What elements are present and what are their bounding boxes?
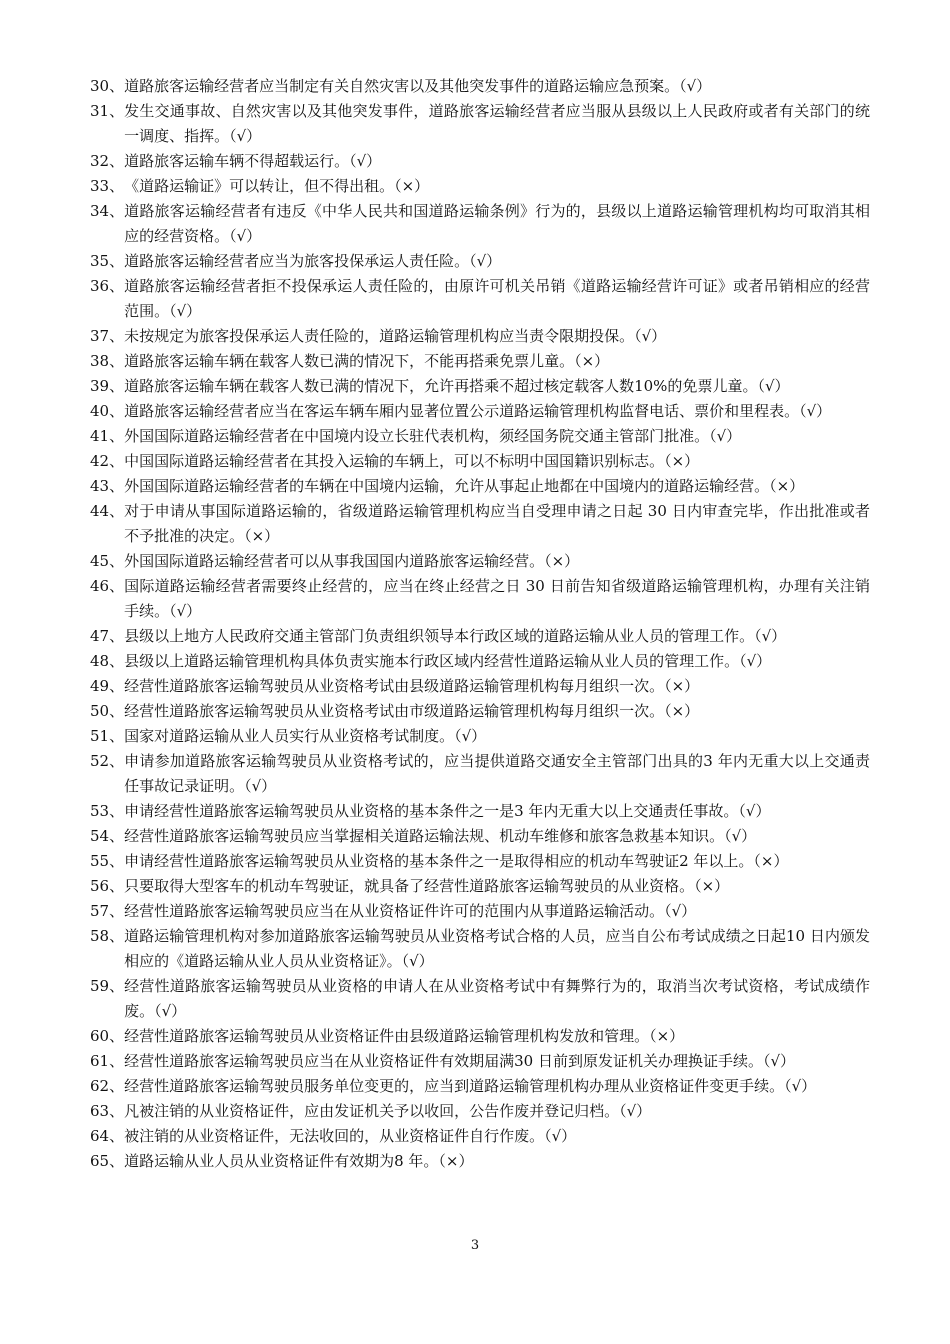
item-number: 65、 <box>90 1152 125 1170</box>
item-text: 中国国际道路运输经营者在其投入运输的车辆上，可以不标明中国国籍识别标志。（×） <box>124 452 700 470</box>
item-text: 经营性道路旅客运输驾驶员从业资格证件由县级道路运输管理机构发放和管理。（×） <box>124 1027 685 1045</box>
item-text: 道路旅客运输经营者拒不投保承运人责任险的，由原许可机关吊销《道路运输经营许可证》或者吊销相应的经营范围。（√） <box>124 277 870 320</box>
item-number: 47、 <box>90 627 125 645</box>
item-number: 40、 <box>90 402 125 420</box>
item-text: 只要取得大型客车的机动车驾驶证，就具备了经营性道路旅客运输驾驶员的从业资格。（×） <box>124 877 730 895</box>
item-number: 63、 <box>90 1102 125 1120</box>
item-number: 61、 <box>90 1052 125 1070</box>
item-text: 申请参加道路旅客运输驾驶员从业资格考试的，应当提供道路交通安全主管部门出具的3 年内无重大以上交通责任事故记录证明。（√） <box>124 752 870 795</box>
item-text: 外国国际道路运输经营者的车辆在中国境内运输，允许从事起止地都在中国境内的道路运输经营。（×） <box>124 477 805 495</box>
item-number: 48、 <box>90 652 125 670</box>
item-number: 58、 <box>90 927 125 945</box>
list-item <box>90 624 870 649</box>
item-number: 32、 <box>90 152 125 170</box>
item-text: 县级以上道路运输管理机构具体负责实施本行政区域内经营性道路运输从业人员的管理工作。（√） <box>124 652 772 670</box>
list-item <box>90 549 870 574</box>
item-text: 外国国际道路运输经营者在中国境内设立长驻代表机构，须经国务院交通主管部门批准。（√） <box>124 427 742 445</box>
list-item <box>90 1074 870 1099</box>
list-item <box>90 1099 870 1124</box>
list-item <box>90 1124 870 1149</box>
item-text: 经营性道路旅客运输驾驶员应当掌握相关道路运输法规、机动车维修和旅客急救基本知识。（√） <box>124 827 757 845</box>
list-item <box>90 1024 870 1049</box>
list-item <box>90 274 870 324</box>
list-item <box>90 349 870 374</box>
item-text: 道路运输管理机构对参加道路旅客运输驾驶员从业资格考试合格的人员，应当自公布考试成绩之日起10 日内颁发相应的《道路运输从业人员从业资格证》。（√） <box>124 927 870 970</box>
item-number: 31、 <box>90 102 125 120</box>
list-item <box>90 449 870 474</box>
page-number: 3 <box>470 1238 480 1253</box>
list-item <box>90 99 870 149</box>
list-item <box>90 824 870 849</box>
item-number: 53、 <box>90 802 125 820</box>
item-text: 经营性道路旅客运输驾驶员应当在从业资格证件有效期届满30 日前到原发证机关办理换证手续。（√） <box>124 1052 796 1070</box>
item-text: 对于申请从事国际道路运输的，省级道路运输管理机构应当自受理申请之日起 30 日内审查完毕，作出批准或者不予批准的决定。（×） <box>124 502 870 545</box>
item-text: 未按规定为旅客投保承运人责任险的，道路运输管理机构应当责令限期投保。（√） <box>124 327 667 345</box>
item-text: 国家对道路运输从业人员实行从业资格考试制度。（√） <box>124 727 487 745</box>
list-item <box>90 374 870 399</box>
item-text: 经营性道路旅客运输驾驶员从业资格的申请人在从业资格考试中有舞弊行为的，取消当次考试资格，考试成绩作废。（√） <box>124 977 870 1020</box>
list-item <box>90 874 870 899</box>
list-item <box>90 799 870 824</box>
item-number: 43、 <box>90 477 125 495</box>
item-text: 道路旅客运输车辆在载客人数已满的情况下，不能再搭乘免票儿童。（×） <box>124 352 610 370</box>
item-number: 39、 <box>90 377 125 395</box>
list-item <box>90 149 870 174</box>
list-item <box>90 424 870 449</box>
item-text: 经营性道路旅客运输驾驶员服务单位变更的，应当到道路运输管理机构办理从业资格证件变更手续。（√） <box>124 1077 817 1095</box>
question-list <box>90 74 870 1174</box>
item-text: 发生交通事故、自然灾害以及其他突发事件，道路旅客运输经营者应当服从县级以上人民政府或者有关部门的统一调度、指挥。（√） <box>124 102 870 145</box>
item-text: 经营性道路旅客运输驾驶员应当在从业资格证件许可的范围内从事道路运输活动。（√） <box>124 902 697 920</box>
item-text: 《道路运输证》可以转让，但不得出租。（×） <box>124 177 430 195</box>
item-text: 县级以上地方人民政府交通主管部门负责组织领导本行政区域的道路运输从业人员的管理工作。（√） <box>124 627 787 645</box>
item-text: 申请经营性道路旅客运输驾驶员从业资格的基本条件之一是取得相应的机动车驾驶证2 年以上。（×） <box>124 852 789 870</box>
list-item <box>90 849 870 874</box>
item-number: 54、 <box>90 827 125 845</box>
list-item <box>90 674 870 699</box>
item-text: 道路旅客运输经营者应当为旅客投保承运人责任险。（√） <box>124 252 502 270</box>
list-item <box>90 924 870 974</box>
list-item <box>90 724 870 749</box>
item-number: 35、 <box>90 252 125 270</box>
item-number: 52、 <box>90 752 125 770</box>
item-text: 道路旅客运输车辆不得超载运行。（√） <box>124 152 382 170</box>
item-number: 42、 <box>90 452 125 470</box>
item-text: 道路运输从业人员从业资格证件有效期为8 年。（×） <box>124 1152 474 1170</box>
item-number: 57、 <box>90 902 125 920</box>
item-text: 道路旅客运输经营者有违反《中华人民共和国道路运输条例》行为的，县级以上道路运输管理机构均可取消其相应的经营资格。（√） <box>124 202 870 245</box>
item-number: 49、 <box>90 677 125 695</box>
item-text: 经营性道路旅客运输驾驶员从业资格考试由县级道路运输管理机构每月组织一次。（×） <box>124 677 700 695</box>
item-text: 凡被注销的从业资格证件，应由发证机关予以收回，公告作废并登记归档。（√） <box>124 1102 652 1120</box>
list-item <box>90 899 870 924</box>
item-number: 50、 <box>90 702 125 720</box>
list-item <box>90 199 870 249</box>
item-number: 38、 <box>90 352 125 370</box>
item-number: 41、 <box>90 427 125 445</box>
list-item <box>90 649 870 674</box>
list-item <box>90 1049 870 1074</box>
item-number: 30、 <box>90 77 125 95</box>
item-number: 34、 <box>90 202 125 220</box>
item-number: 59、 <box>90 977 125 995</box>
item-text: 被注销的从业资格证件，无法收回的，从业资格证件自行作废。（√） <box>124 1127 577 1145</box>
list-item <box>90 74 870 99</box>
item-number: 60、 <box>90 1027 125 1045</box>
list-item <box>90 699 870 724</box>
item-number: 46、 <box>90 577 125 595</box>
item-number: 44、 <box>90 502 125 520</box>
item-number: 51、 <box>90 727 125 745</box>
item-number: 45、 <box>90 552 125 570</box>
item-number: 62、 <box>90 1077 125 1095</box>
item-text: 国际道路运输经营者需要终止经营的，应当在终止经营之日 30 日前告知省级道路运输管理机构，办理有关注销手续。（√） <box>124 577 870 620</box>
item-number: 37、 <box>90 327 125 345</box>
list-item <box>90 974 870 1024</box>
list-item <box>90 574 870 624</box>
item-text: 申请经营性道路旅客运输驾驶员从业资格的基本条件之一是3 年内无重大以上交通责任事故。（√） <box>124 802 771 820</box>
item-text: 道路旅客运输经营者应当制定有关自然灾害以及其他突发事件的道路运输应急预案。（√） <box>124 77 712 95</box>
list-item <box>90 499 870 549</box>
item-number: 36、 <box>90 277 125 295</box>
list-item <box>90 249 870 274</box>
item-text: 道路旅客运输经营者应当在客运车辆车厢内显著位置公示道路运输管理机构监督电话、票价和里程表。（√） <box>124 402 832 420</box>
item-number: 64、 <box>90 1127 125 1145</box>
item-number: 56、 <box>90 877 125 895</box>
list-item <box>90 399 870 424</box>
item-number: 33、 <box>90 177 125 195</box>
list-item <box>90 1149 870 1174</box>
list-item <box>90 749 870 799</box>
list-item <box>90 324 870 349</box>
item-text: 外国国际道路运输经营者可以从事我国国内道路旅客运输经营。（×） <box>124 552 580 570</box>
item-number: 55、 <box>90 852 125 870</box>
item-text: 经营性道路旅客运输驾驶员从业资格考试由市级道路运输管理机构每月组织一次。（×） <box>124 702 700 720</box>
item-text: 道路旅客运输车辆在载客人数已满的情况下，允许再搭乘不超过核定载客人数10%的免票儿童。（√） <box>124 377 790 395</box>
list-item <box>90 474 870 499</box>
list-item <box>90 174 870 199</box>
